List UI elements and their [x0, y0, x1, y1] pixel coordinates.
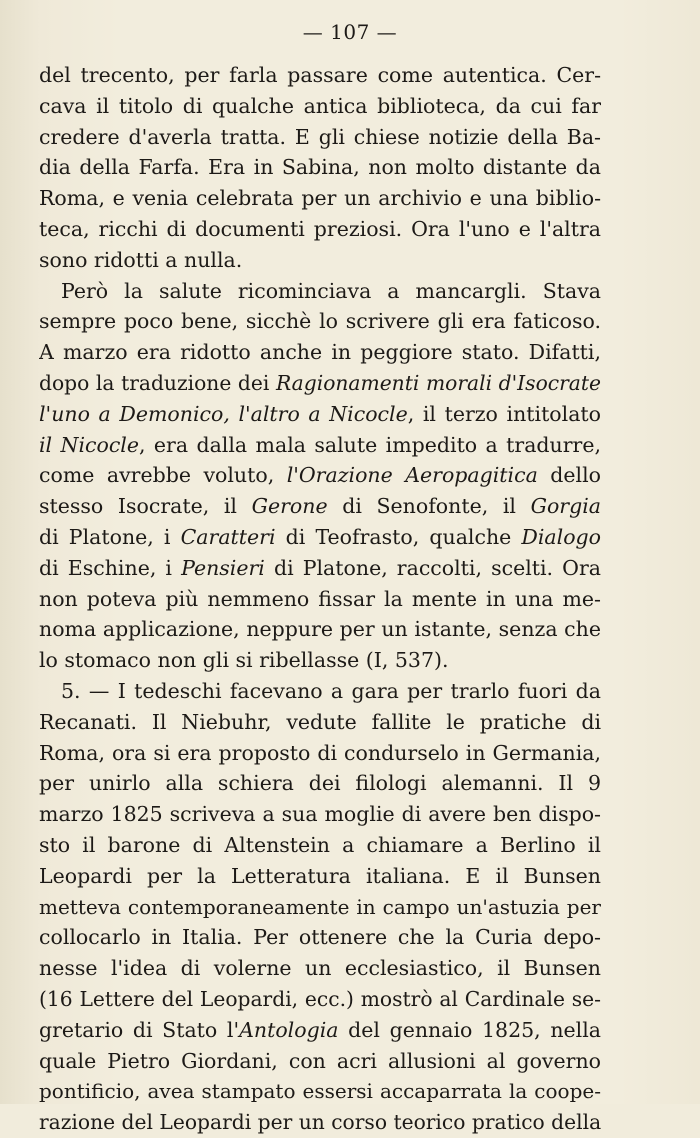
- text-line: [39, 922, 601, 953]
- text-segment: di Senofonte, il: [327, 494, 531, 519]
- text-segment: collocarlo in Italia. Per ottenere che la Curia depo-: [39, 925, 601, 950]
- italic-text: il Nicocle: [39, 432, 139, 457]
- italic-text: Ragionamenti morali d'Isocrate: [275, 370, 601, 395]
- text-segment: sto il barone di Altenstein a chiamare a Berlino il: [39, 832, 601, 857]
- text-segment: come avrebbe voluto,: [39, 463, 287, 488]
- text-line: [39, 830, 601, 861]
- text-segment: , era dalla mala salute impedito a tradurre,: [139, 432, 601, 457]
- text-line: [39, 892, 601, 923]
- text-segment: dia della Farfa. Era in Sabina, non molto distante da: [39, 155, 601, 180]
- text-segment: marzo 1825 scriveva a sua moglie di avere ben dispo-: [39, 802, 601, 827]
- text-line: [39, 522, 601, 553]
- text-segment: per unirlo alla schiera dei filologi alemanni. Il 9: [39, 771, 601, 796]
- italic-text: Gerone: [251, 494, 328, 519]
- text-segment: Leopardi per la Letteratura italiana. E il Bunsen: [39, 863, 601, 888]
- text-segment: 5. — I tedeschi facevano a gara per trarlo fuori da: [61, 678, 601, 703]
- text-segment: cava il titolo di qualche antica biblioteca, da cui far: [39, 93, 601, 118]
- text-segment: , il terzo intitolato: [407, 401, 601, 426]
- text-line: [39, 553, 601, 584]
- text-line: [39, 430, 601, 461]
- text-segment: credere d'averla tratta. E gli chiese notizie della Ba-: [39, 124, 601, 149]
- text-segment: del trecento, per farla passare come autentica. Cer-: [39, 63, 601, 87]
- text-segment: di Platone, i: [39, 524, 181, 549]
- text-segment: pontificio, avea stampato essersi accaparrata la coope-: [39, 1079, 601, 1104]
- text-line: [39, 152, 601, 183]
- text-segment: A marzo era ridotto anche in peggiore stato. Difatti,: [39, 340, 601, 365]
- text-segment: (16 Lettere del Leopardi, ecc.) mostrò al Cardinale se-: [39, 986, 601, 1011]
- text-segment: razione del Leopardi per un corso teorico pratico della: [39, 1110, 601, 1135]
- text-line: [39, 1107, 601, 1138]
- italic-text: Dialogo: [521, 524, 601, 549]
- text-line: [39, 337, 601, 368]
- text-line: [39, 614, 601, 645]
- text-segment: non poteva più nemmeno fissar la mente in una me-: [39, 586, 601, 611]
- text-segment: di Platone, raccolti, scelti. Ora: [264, 555, 601, 580]
- text-line: [39, 122, 601, 153]
- text-segment: Roma, e venia celebrata per un archivio e una biblio-: [39, 186, 601, 211]
- text-segment: sempre poco bene, sicchè lo scrivere gli era faticoso.: [39, 309, 601, 334]
- text-segment: Però la salute ricominciava a mancargli. Stava: [61, 278, 601, 303]
- text-line: [39, 1046, 601, 1077]
- italic-text: Gorgia: [530, 494, 601, 519]
- text-line: [39, 676, 601, 707]
- text-line: [39, 460, 601, 491]
- text-line: [39, 306, 601, 337]
- text-segment: quale Pietro Giordani, con acri allusioni al governo: [39, 1048, 601, 1073]
- italic-text: Antologia: [239, 1017, 339, 1042]
- text-segment: stesso Isocrate, il: [39, 494, 252, 519]
- page-number: — 107 —: [302, 20, 398, 44]
- text-segment: gretario di Stato l': [39, 1017, 240, 1042]
- text-line: [39, 399, 601, 430]
- text-segment: teca, ricchi di documenti preziosi. Ora l'uno e l'altra: [39, 216, 601, 241]
- text-line: [39, 738, 601, 769]
- text-line: [39, 984, 601, 1015]
- text-segment: dopo la traduzione dei: [39, 370, 276, 395]
- text-segment: noma applicazione, neppure per un istante, senza che: [39, 617, 601, 642]
- text-segment: Recanati. Il Niebuhr, vedute fallite le pratiche di: [39, 709, 601, 734]
- text-line: [39, 707, 601, 738]
- text-line: [39, 645, 601, 676]
- italic-text: Pensieri: [181, 555, 265, 580]
- text-segment: di Eschine, i: [39, 555, 182, 580]
- text-segment: Roma, ora si era proposto di condurselo in Germania,: [39, 740, 601, 765]
- text-segment: di Teofrasto, qualche: [275, 524, 522, 549]
- text-line: [39, 953, 601, 984]
- italic-text: Caratteri: [180, 524, 276, 549]
- text-line: [39, 368, 601, 399]
- italic-text: l'uno a Demonico, l'altro a Nicocle: [39, 401, 408, 426]
- text-line: [39, 491, 601, 522]
- text-line: [39, 91, 601, 122]
- text-line: [39, 799, 601, 830]
- italic-text: l'Orazione Aeropagitica: [286, 463, 538, 488]
- text-segment: del gennaio 1825, nella: [338, 1017, 601, 1042]
- text-line: [39, 214, 601, 245]
- body-text: [39, 60, 601, 1138]
- text-segment: sono ridotti a nulla.: [39, 247, 243, 272]
- text-line: [39, 183, 601, 214]
- text-segment: metteva contemporaneamente in campo un'astuzia per: [39, 894, 601, 919]
- text-line: [39, 768, 601, 799]
- text-line: [39, 245, 601, 276]
- text-line: [39, 1076, 601, 1107]
- text-segment: nesse l'idea di volerne un ecclesiastico, il Bunsen: [39, 956, 601, 981]
- text-line: [39, 276, 601, 307]
- text-line: [39, 584, 601, 615]
- text-line: [39, 1015, 601, 1046]
- text-line: [39, 861, 601, 892]
- text-line: [39, 60, 601, 91]
- text-segment: lo stomaco non gli si ribellasse (I, 537).: [39, 648, 449, 673]
- text-segment: dello: [537, 463, 601, 488]
